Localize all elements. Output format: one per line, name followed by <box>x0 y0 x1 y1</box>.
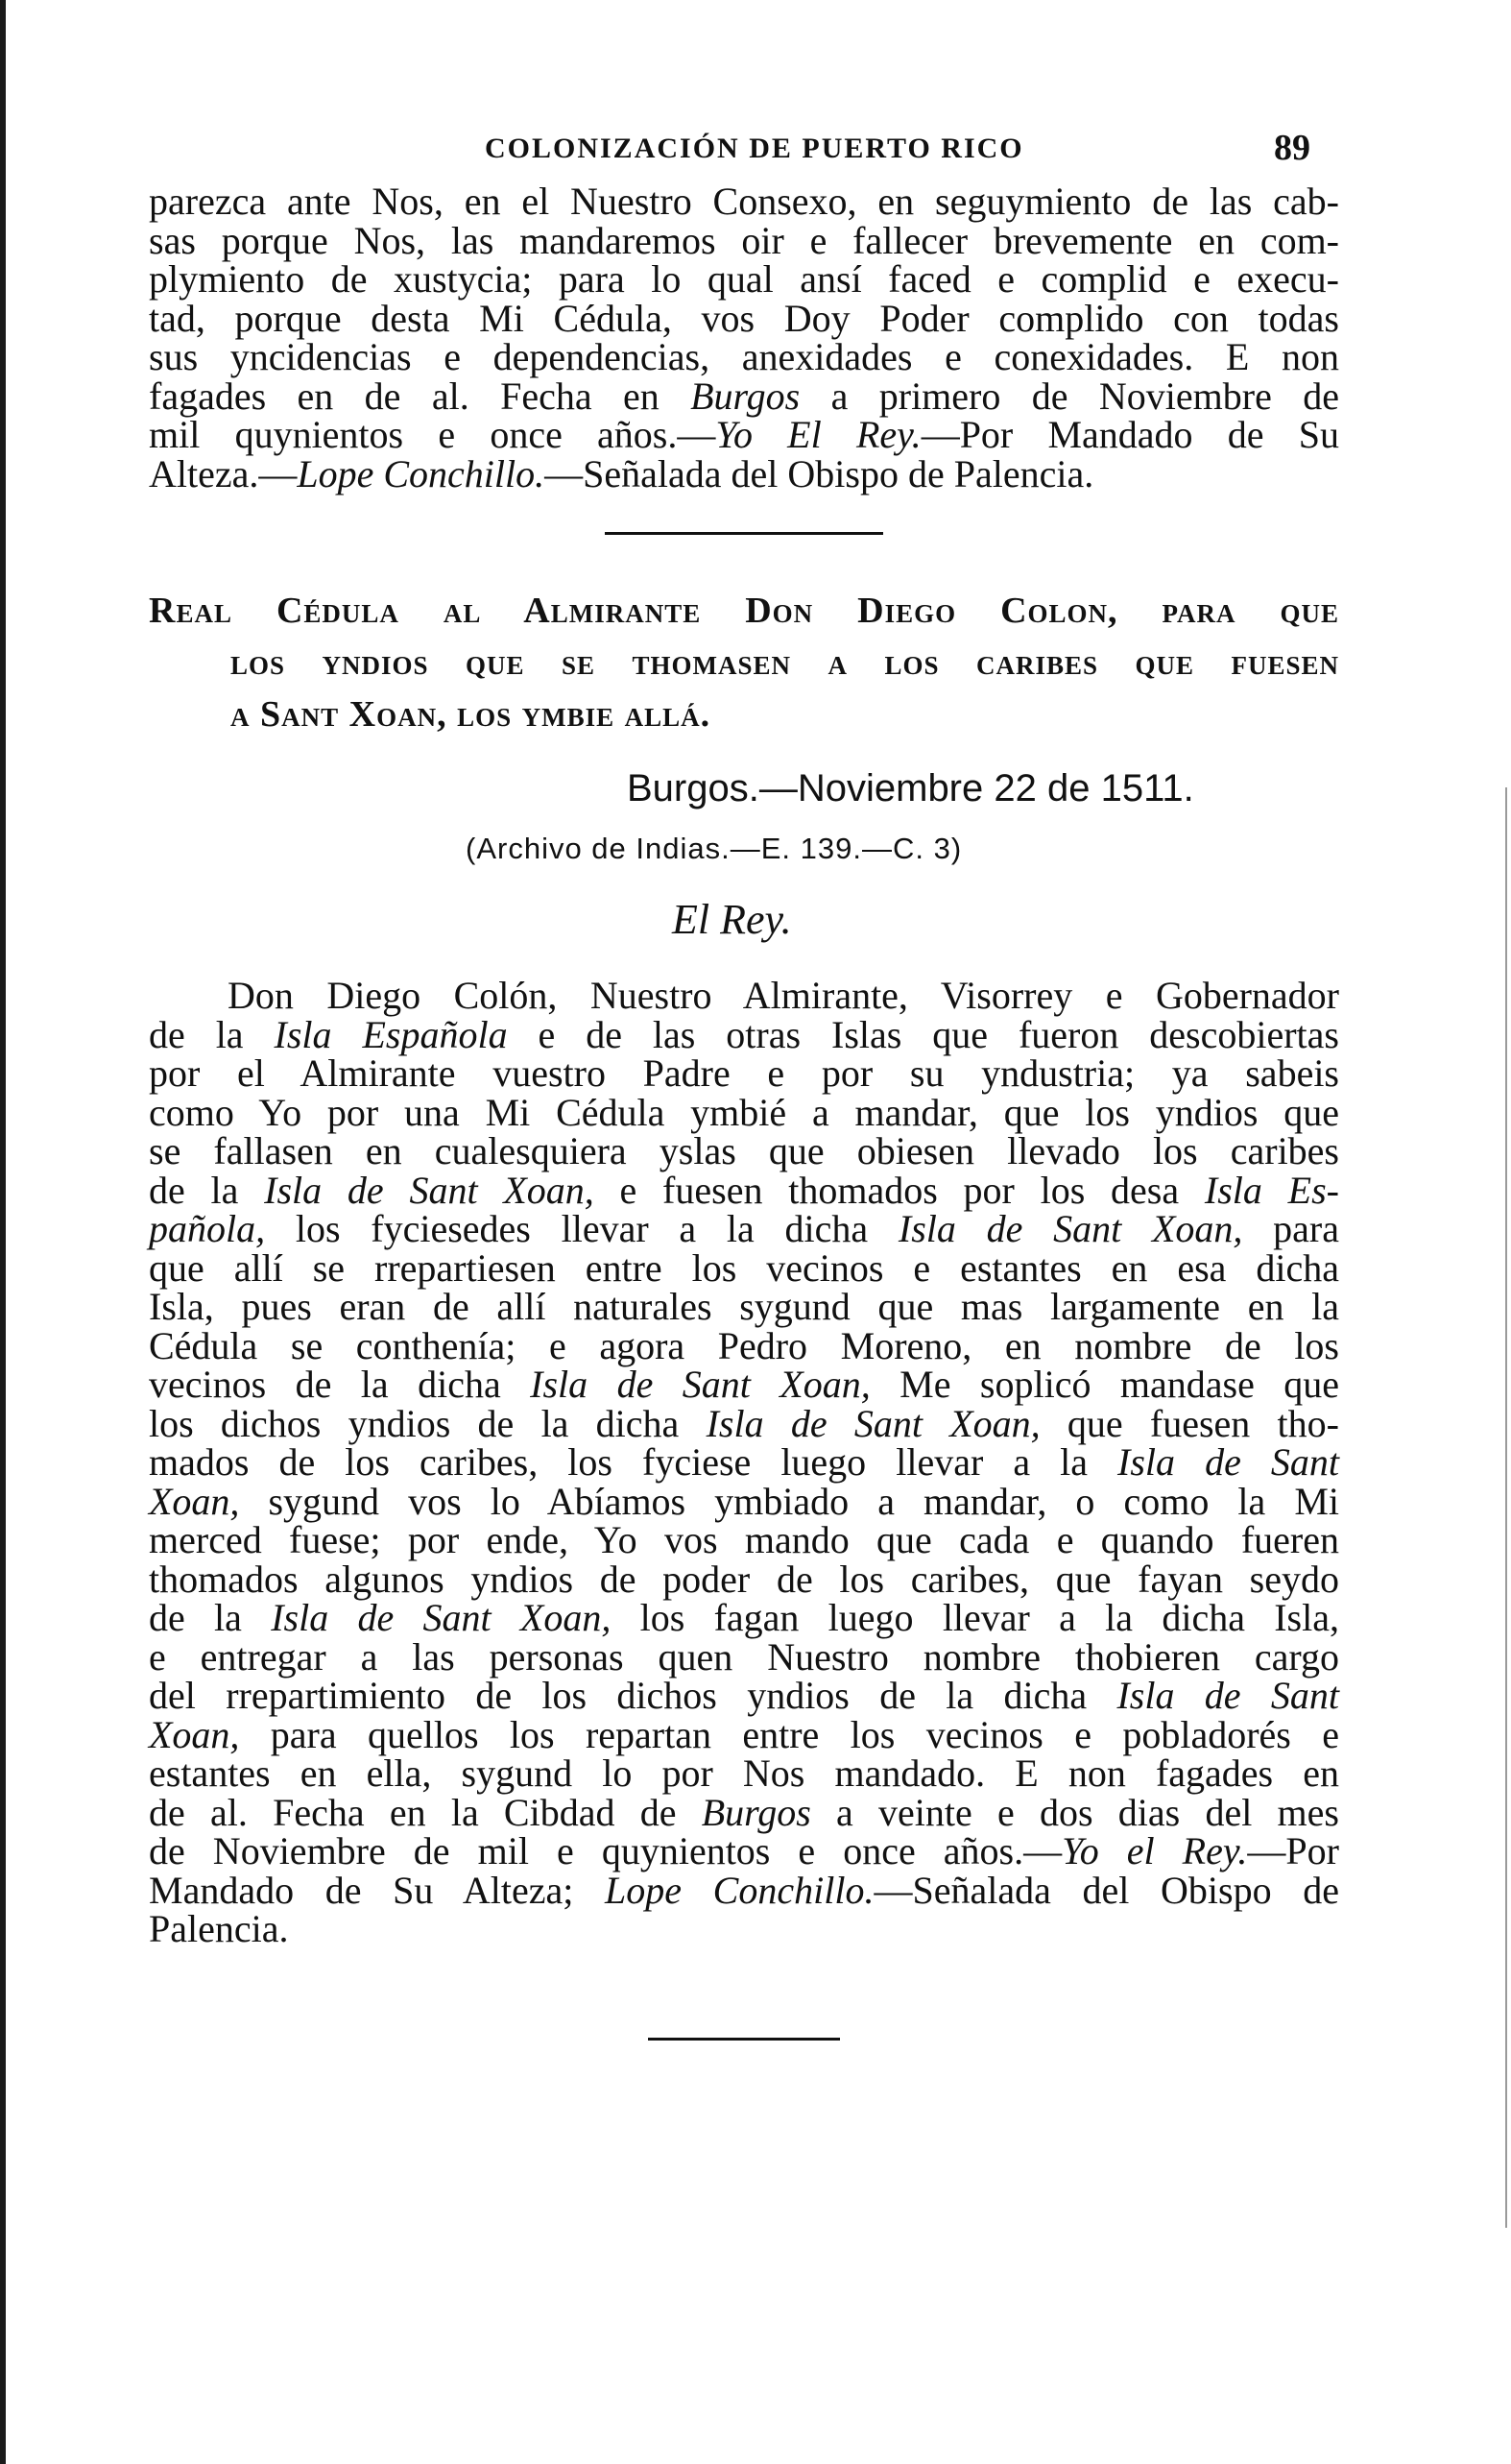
text-span: mados de los caribes, los fyciese luego llevar a la <box>149 1440 1118 1484</box>
text-span: de la <box>149 1168 265 1212</box>
text-span: —Por Mandado de Su <box>921 413 1340 456</box>
italic-signature: Lope Conchillo. <box>297 451 545 495</box>
text-span: fagades en de al. Fecha en <box>149 374 691 418</box>
text-line: por el Almirante vuestro Padre e por su yndustria; ya sabeis <box>149 1051 1339 1095</box>
italic-signature: Lope Conchillo. <box>605 1868 875 1912</box>
text-span: de Noviembre de mil e quynientos e once años.— <box>149 1829 1063 1872</box>
italic-place-name: Xoan, <box>149 1712 240 1756</box>
text-line: thomados algunos yndios de poder de los caribes, que fayan seydo <box>149 1557 1339 1601</box>
text-span: a Sant Xoan, <box>230 694 447 735</box>
text-line: plymiento de xustycia; para lo qual ansí faced e complid e execu- <box>149 257 1339 301</box>
text-span: de al. Fecha en la Cibdad de <box>149 1790 702 1834</box>
italic-place-name: Burgos <box>701 1790 811 1834</box>
text-span: sygund vos lo Abíamos ymbiado a mandar, o como la Mi <box>239 1479 1339 1523</box>
prior-document-ending <box>149 182 1339 494</box>
text-span: para que <box>1162 591 1339 631</box>
text-line: parezca ante Nos, en el Nuestro Consexo, en seguymiento de las cab- <box>149 180 1339 223</box>
text-line: sus yncidencias e dependencias, anexidades e conexidades. E non <box>149 335 1339 378</box>
text-line: tad, porque desta Mi Cédula, vos Doy Poder complido con todas <box>149 296 1339 340</box>
text-span: que fuesen tho- <box>1040 1401 1339 1445</box>
italic-place-name: Xoan, <box>149 1479 240 1523</box>
text-line <box>149 1365 1339 1405</box>
section-divider <box>605 532 883 535</box>
text-line: sas porque Nos, las mandaremos oir e fallecer brevemente en com- <box>149 218 1339 262</box>
main-paragraph <box>149 974 1340 1950</box>
text-span: Real Cédula al Almirante Don Diego Colon, <box>149 591 1118 631</box>
italic-place-name: Isla Es- <box>1204 1168 1339 1212</box>
text-line <box>149 1440 1339 1484</box>
text-line <box>149 374 1339 418</box>
text-line <box>149 1596 1339 1639</box>
italic-place-name: Isla de Sant <box>1116 1674 1339 1717</box>
text-span: los dichos yndios de la dicha <box>149 1401 707 1445</box>
italic-place-name: Isla de Sant <box>1117 1440 1339 1484</box>
dateline: Burgos.—Noviembre 22 de 1511. <box>627 767 1194 809</box>
title-line <box>149 688 1339 740</box>
italic-place-name: Burgos <box>690 374 801 418</box>
text-line <box>149 1868 1340 1912</box>
running-head <box>149 125 1339 182</box>
text-line <box>149 1168 1339 1212</box>
italic-place-name: Isla de Sant Xoan, <box>706 1401 1041 1445</box>
italic-place-name: pañola, <box>149 1207 266 1250</box>
text-line <box>149 1712 1339 1756</box>
text-span: e fuesen thomados por los desa <box>593 1168 1205 1212</box>
text-line: e entregar a las personas quen Nuestro nombre thobieren cargo <box>149 1634 1339 1679</box>
text-line <box>149 1790 1339 1834</box>
text-line: merced fuese; por ende, Yo vos mando que cada e quando fueren <box>149 1518 1339 1561</box>
text-span: vecinos de la dicha <box>149 1363 531 1406</box>
italic-place-name: Isla de Sant Xoan, <box>530 1363 871 1406</box>
italic-place-name: Isla de Sant Xoan, <box>271 1596 612 1639</box>
text-span: —Señalada del Obispo de Palencia. <box>544 451 1094 495</box>
text-span: mil quynientos e once años.— <box>149 413 716 456</box>
title-line <box>149 585 1339 637</box>
text-span: Mandado de Su Alteza; <box>149 1868 606 1912</box>
text-span: —Señalada del Obispo de <box>874 1868 1340 1912</box>
title-line: los yndios que se thomasen a los caribes que fuesen <box>230 642 1339 683</box>
text-line <box>149 1207 1339 1250</box>
text-span: para <box>1242 1207 1339 1250</box>
italic-place-name: Isla Española <box>274 1012 508 1056</box>
text-line <box>149 1479 1339 1523</box>
text-span: los fagan luego llevar a la dicha Isla, <box>611 1596 1339 1639</box>
end-divider <box>648 2038 840 2041</box>
text-span: de la <box>149 1596 272 1639</box>
text-line <box>149 413 1340 456</box>
book-page <box>149 125 1339 2041</box>
text-line: se fallasen en cualesquiera yslas que obiesen llevado los caribes <box>149 1129 1339 1172</box>
text-span: Me soplicó mandase que <box>870 1363 1340 1406</box>
text-line: Isla, pues eran de allí naturales sygund que mas largamente en la <box>149 1285 1339 1328</box>
text-span: de la <box>149 1012 275 1056</box>
text-line: Don Diego Colón, Nuestro Almirante, Visorrey e Gobernador <box>228 974 1339 1017</box>
document-title <box>149 585 1339 740</box>
text-line: Palencia. <box>149 1907 289 1950</box>
italic-place-name: Isla de Sant Xoan, <box>898 1207 1243 1250</box>
text-line <box>149 1829 1339 1872</box>
archive-reference: (Archivo de Indias.—E. 139.—C. 3) <box>466 832 963 865</box>
page-number: 89 <box>1274 128 1310 168</box>
scan-edge-left <box>0 0 6 2464</box>
text-line: como Yo por una Mi Cédula ymbié a mandar, que los yndios que <box>149 1090 1339 1134</box>
text-span: —Por <box>1247 1829 1339 1872</box>
italic-place-name: Isla de Sant Xoan, <box>264 1168 594 1212</box>
text-span: para quellos los repartan entre los vecinos e pobladorés e <box>239 1712 1339 1756</box>
text-span: los fyciesedes llevar a la dicha <box>265 1207 899 1250</box>
text-span: los ymbie allá. <box>457 694 711 735</box>
text-span: a primero de Noviembre de <box>800 374 1339 418</box>
text-line: Cédula se conthenía; e agora Pedro Moreno, en nombre de los <box>149 1323 1339 1367</box>
text-span: Alteza.— <box>149 451 298 495</box>
italic-signature: Yo El Rey. <box>715 413 922 456</box>
signature-heading: El Rey. <box>672 896 792 943</box>
text-line: estantes en ella, sygund lo por Nos mandado. E non fagades en <box>149 1751 1339 1795</box>
scan-edge-right <box>1505 787 1507 2228</box>
text-span: e de las otras Islas que fueron descobiertas <box>507 1012 1339 1056</box>
text-line <box>149 1012 1339 1056</box>
italic-signature: Yo el Rey. <box>1062 1829 1248 1872</box>
text-span: a veinte e dos dias del mes <box>810 1790 1339 1834</box>
text-line: que allí se rrepartiesen entre los vecinos e estantes en esa dicha <box>149 1245 1339 1290</box>
running-title: COLONIZACIÓN DE PUERTO RICO <box>485 133 1024 164</box>
text-line <box>149 1674 1339 1717</box>
text-span: del rrepartimiento de los dichos yndios de la dicha <box>149 1674 1117 1717</box>
text-line <box>149 1401 1339 1445</box>
text-line <box>149 451 1339 495</box>
